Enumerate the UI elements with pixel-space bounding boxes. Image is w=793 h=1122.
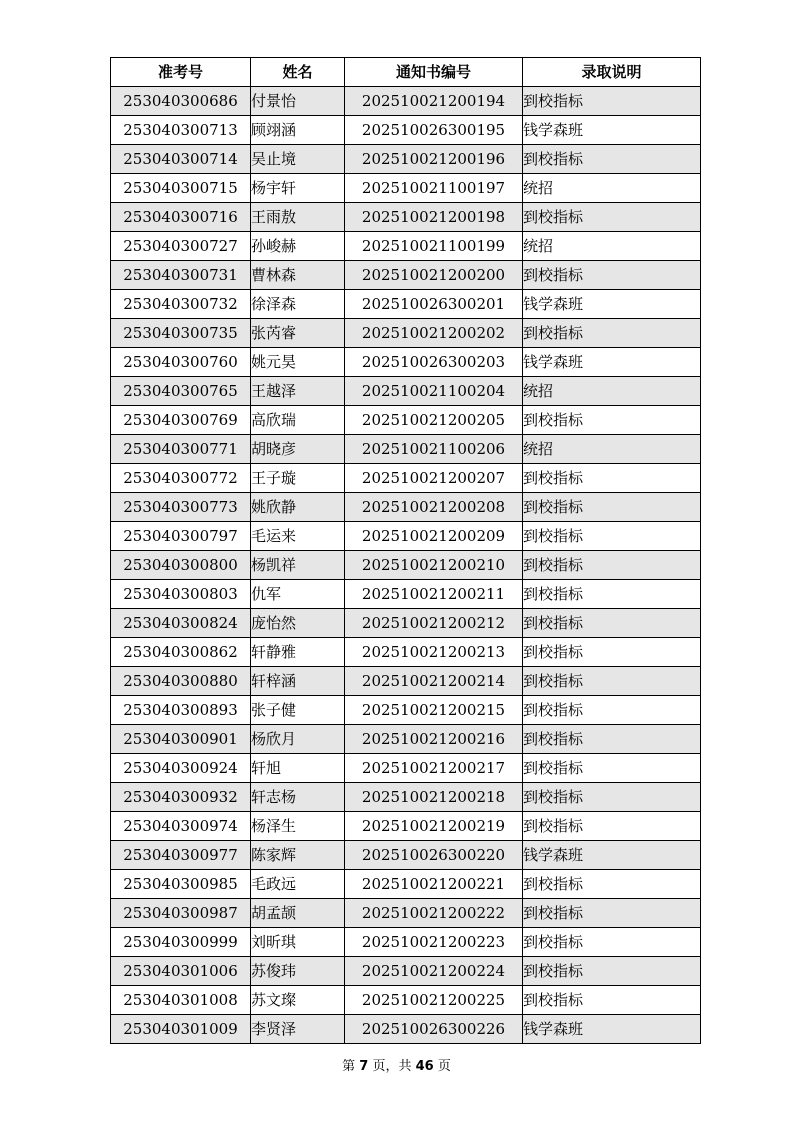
footer-prefix: 第 [342, 1059, 360, 1074]
cell-notice-no: 202510021200218 [345, 783, 523, 812]
cell-admission-note: 到校指标 [523, 957, 701, 986]
cell-name: 张子健 [251, 696, 345, 725]
cell-notice-no: 202510021200214 [345, 667, 523, 696]
cell-exam-no: 253040300771 [111, 435, 251, 464]
cell-notice-no: 202510021200222 [345, 899, 523, 928]
table-row [111, 928, 701, 957]
table-row [111, 464, 701, 493]
cell-admission-note: 到校指标 [523, 464, 701, 493]
cell-name: 轩静雅 [251, 638, 345, 667]
cell-name: 杨宇轩 [251, 174, 345, 203]
cell-exam-no: 253040300824 [111, 609, 251, 638]
cell-notice-no: 202510021200219 [345, 812, 523, 841]
cell-admission-note: 统招 [523, 377, 701, 406]
cell-notice-no: 202510021200212 [345, 609, 523, 638]
cell-name: 顾翊涵 [251, 116, 345, 145]
table-row [111, 986, 701, 1015]
cell-notice-no: 202510021200207 [345, 464, 523, 493]
cell-exam-no: 253040300731 [111, 261, 251, 290]
table-row [111, 145, 701, 174]
table-row [111, 667, 701, 696]
cell-admission-note: 到校指标 [523, 667, 701, 696]
table-row [111, 580, 701, 609]
cell-exam-no: 253040300686 [111, 87, 251, 116]
table-row [111, 696, 701, 725]
cell-notice-no: 202510026300203 [345, 348, 523, 377]
cell-exam-no: 253040300987 [111, 899, 251, 928]
cell-notice-no: 202510021100199 [345, 232, 523, 261]
cell-exam-no: 253040300893 [111, 696, 251, 725]
cell-name: 轩梓涵 [251, 667, 345, 696]
cell-admission-note: 钱学森班 [523, 1015, 701, 1044]
table-row [111, 522, 701, 551]
header-name: 姓名 [251, 58, 345, 87]
table-row [111, 203, 701, 232]
cell-admission-note: 到校指标 [523, 319, 701, 348]
cell-notice-no: 202510026300195 [345, 116, 523, 145]
cell-admission-note: 到校指标 [523, 609, 701, 638]
cell-admission-note: 到校指标 [523, 493, 701, 522]
admission-table-container [110, 57, 700, 1044]
cell-name: 胡晓彦 [251, 435, 345, 464]
cell-exam-no: 253040300715 [111, 174, 251, 203]
table-row [111, 319, 701, 348]
table-row [111, 435, 701, 464]
cell-notice-no: 202510026300220 [345, 841, 523, 870]
cell-exam-no: 253040300772 [111, 464, 251, 493]
cell-exam-no: 253040300765 [111, 377, 251, 406]
cell-exam-no: 253040300714 [111, 145, 251, 174]
table-body [111, 87, 701, 1044]
cell-admission-note: 到校指标 [523, 928, 701, 957]
header-notice-no: 通知书编号 [345, 58, 523, 87]
cell-exam-no: 253040300977 [111, 841, 251, 870]
table-row [111, 812, 701, 841]
cell-name: 苏俊玮 [251, 957, 345, 986]
cell-admission-note: 到校指标 [523, 261, 701, 290]
cell-notice-no: 202510021200200 [345, 261, 523, 290]
table-row [111, 870, 701, 899]
cell-admission-note: 到校指标 [523, 783, 701, 812]
table-row [111, 116, 701, 145]
cell-name: 毛政远 [251, 870, 345, 899]
cell-exam-no: 253040300924 [111, 754, 251, 783]
cell-admission-note: 钱学森班 [523, 116, 701, 145]
table-row [111, 174, 701, 203]
cell-notice-no: 202510021200202 [345, 319, 523, 348]
cell-notice-no: 202510021200194 [345, 87, 523, 116]
table-row [111, 609, 701, 638]
table-row [111, 261, 701, 290]
cell-notice-no: 202510021200223 [345, 928, 523, 957]
cell-notice-no: 202510021200224 [345, 957, 523, 986]
cell-exam-no: 253040301008 [111, 986, 251, 1015]
cell-name: 苏文璨 [251, 986, 345, 1015]
cell-name: 杨欣月 [251, 725, 345, 754]
footer-middle: 页，共 [368, 1059, 416, 1074]
cell-admission-note: 到校指标 [523, 812, 701, 841]
cell-exam-no: 253040300732 [111, 290, 251, 319]
cell-admission-note: 到校指标 [523, 551, 701, 580]
cell-exam-no: 253040300797 [111, 522, 251, 551]
cell-exam-no: 253040300713 [111, 116, 251, 145]
admission-table [110, 57, 701, 1044]
cell-name: 刘昕琪 [251, 928, 345, 957]
cell-exam-no: 253040300985 [111, 870, 251, 899]
table-row [111, 725, 701, 754]
cell-notice-no: 202510026300201 [345, 290, 523, 319]
cell-name: 胡孟颉 [251, 899, 345, 928]
cell-admission-note: 到校指标 [523, 696, 701, 725]
cell-exam-no: 253040300932 [111, 783, 251, 812]
cell-name: 吴止境 [251, 145, 345, 174]
cell-exam-no: 253040301009 [111, 1015, 251, 1044]
cell-notice-no: 202510021200209 [345, 522, 523, 551]
cell-name: 陈家辉 [251, 841, 345, 870]
cell-notice-no: 202510021200225 [345, 986, 523, 1015]
cell-admission-note: 统招 [523, 174, 701, 203]
cell-exam-no: 253040300901 [111, 725, 251, 754]
cell-admission-note: 到校指标 [523, 870, 701, 899]
footer-total-pages: 46 [415, 1059, 434, 1074]
cell-exam-no: 253040300773 [111, 493, 251, 522]
cell-notice-no: 202510021200198 [345, 203, 523, 232]
table-row [111, 551, 701, 580]
cell-name: 付景怡 [251, 87, 345, 116]
cell-admission-note: 到校指标 [523, 899, 701, 928]
table-row [111, 754, 701, 783]
table-row [111, 290, 701, 319]
cell-exam-no: 253040300803 [111, 580, 251, 609]
cell-exam-no: 253040300727 [111, 232, 251, 261]
table-row [111, 1015, 701, 1044]
table-row [111, 783, 701, 812]
cell-name: 王越泽 [251, 377, 345, 406]
cell-notice-no: 202510021200213 [345, 638, 523, 667]
cell-exam-no: 253040300862 [111, 638, 251, 667]
table-row [111, 957, 701, 986]
cell-admission-note: 到校指标 [523, 986, 701, 1015]
footer-suffix: 页 [433, 1059, 451, 1074]
cell-notice-no: 202510021200208 [345, 493, 523, 522]
cell-notice-no: 202510021200196 [345, 145, 523, 174]
cell-notice-no: 202510021200215 [345, 696, 523, 725]
cell-notice-no: 202510021200221 [345, 870, 523, 899]
cell-name: 王子璇 [251, 464, 345, 493]
cell-name: 王雨敖 [251, 203, 345, 232]
table-header-row [111, 58, 701, 87]
cell-exam-no: 253040300760 [111, 348, 251, 377]
cell-exam-no: 253040300800 [111, 551, 251, 580]
cell-admission-note: 到校指标 [523, 638, 701, 667]
cell-exam-no: 253040301006 [111, 957, 251, 986]
cell-admission-note: 钱学森班 [523, 348, 701, 377]
cell-notice-no: 202510026300226 [345, 1015, 523, 1044]
table-row [111, 406, 701, 435]
cell-admission-note: 到校指标 [523, 203, 701, 232]
cell-name: 仇军 [251, 580, 345, 609]
cell-admission-note: 到校指标 [523, 754, 701, 783]
cell-name: 姚欣静 [251, 493, 345, 522]
table-row [111, 232, 701, 261]
cell-admission-note: 钱学森班 [523, 290, 701, 319]
cell-notice-no: 202510021200210 [345, 551, 523, 580]
cell-name: 庞怡然 [251, 609, 345, 638]
cell-notice-no: 202510021100206 [345, 435, 523, 464]
cell-name: 杨泽生 [251, 812, 345, 841]
cell-admission-note: 到校指标 [523, 580, 701, 609]
cell-name: 孙峻赫 [251, 232, 345, 261]
cell-exam-no: 253040300716 [111, 203, 251, 232]
cell-name: 徐泽森 [251, 290, 345, 319]
table-row [111, 841, 701, 870]
cell-admission-note: 钱学森班 [523, 841, 701, 870]
footer-page-number: 7 [359, 1059, 369, 1074]
cell-exam-no: 253040300999 [111, 928, 251, 957]
cell-name: 张芮睿 [251, 319, 345, 348]
cell-notice-no: 202510021200216 [345, 725, 523, 754]
cell-notice-no: 202510021100204 [345, 377, 523, 406]
cell-admission-note: 到校指标 [523, 522, 701, 551]
table-row [111, 899, 701, 928]
cell-notice-no: 202510021200217 [345, 754, 523, 783]
cell-name: 高欣瑞 [251, 406, 345, 435]
cell-exam-no: 253040300769 [111, 406, 251, 435]
cell-admission-note: 到校指标 [523, 725, 701, 754]
cell-name: 轩旭 [251, 754, 345, 783]
table-row [111, 87, 701, 116]
cell-admission-note: 统招 [523, 435, 701, 464]
cell-admission-note: 到校指标 [523, 87, 701, 116]
cell-name: 姚元昊 [251, 348, 345, 377]
cell-name: 毛运来 [251, 522, 345, 551]
cell-exam-no: 253040300735 [111, 319, 251, 348]
cell-admission-note: 到校指标 [523, 406, 701, 435]
table-row [111, 348, 701, 377]
cell-notice-no: 202510021200211 [345, 580, 523, 609]
cell-name: 李贤泽 [251, 1015, 345, 1044]
header-admission-note: 录取说明 [523, 58, 701, 87]
cell-notice-no: 202510021100197 [345, 174, 523, 203]
table-row [111, 493, 701, 522]
cell-admission-note: 统招 [523, 232, 701, 261]
table-row [111, 377, 701, 406]
cell-admission-note: 到校指标 [523, 145, 701, 174]
cell-name: 杨凯祥 [251, 551, 345, 580]
header-exam-no: 准考号 [111, 58, 251, 87]
cell-name: 曹林森 [251, 261, 345, 290]
page-footer [0, 1055, 793, 1074]
cell-name: 轩志杨 [251, 783, 345, 812]
cell-exam-no: 253040300974 [111, 812, 251, 841]
cell-exam-no: 253040300880 [111, 667, 251, 696]
cell-notice-no: 202510021200205 [345, 406, 523, 435]
table-row [111, 638, 701, 667]
